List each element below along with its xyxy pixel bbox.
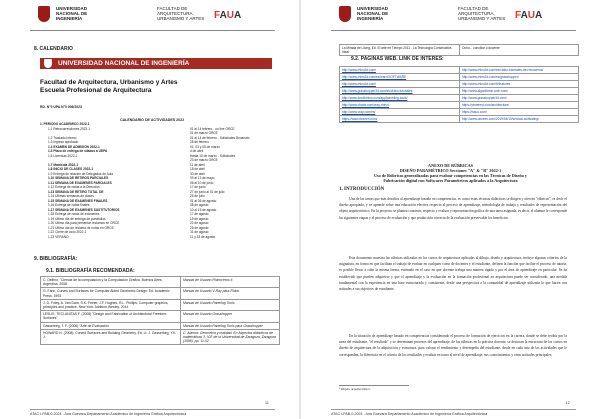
subsection-recommended-bibliography: 9.1. BIBLIOGRAFÍA RECOMENDADA:	[46, 268, 135, 274]
logo-letter: F	[214, 10, 220, 21]
web-link[interactable]: https://www.dezeen.com/	[340, 116, 460, 123]
table-row	[340, 88, 579, 95]
bibliography-entry: C. Delfino, "Ciencia de la computación y la Computación Gráfica. Buenos Aires, Argentina, 2008	[41, 277, 181, 288]
calendar-activity: 1.8 INICIO DE CLASES 2022-1	[48, 167, 93, 171]
bibliography-table	[40, 276, 280, 345]
annex-description: Uso de Rúbricas generalizadas para evaluar competencias en las Técnicas de Diseño y	[374, 173, 527, 178]
calendar-activity: 1.17 SEMANA DE EXAMENES SUSTITUTORIOS	[48, 207, 120, 212]
bibliography-entry: Gasserbeg, T. F. (2006) "Arte de Evaluación	[41, 322, 181, 329]
web-link[interactable]: http://www.food4rhino.com/app/paneling-tools/	[340, 95, 460, 102]
faculty-line: URBANISMO Y ARTES	[458, 16, 506, 21]
bibliography-manual: Manual de Usuario Grasshopper	[181, 311, 280, 322]
calendar-date: 06 al 10 de junio	[190, 180, 214, 185]
calendar-activity: 1.6 Licencias 2022-1	[48, 153, 78, 158]
calendar-activity: 1.11 SEMANA DE EXAMENES PARCIALES	[48, 180, 112, 185]
table-row	[41, 322, 280, 329]
banner-crest-icon	[44, 59, 52, 68]
paragraph: En la situación de aprendizaje basado en competencias considerando el proceso de formación de ejercicios en la carrera, donde se debe recibir por la tarea del estudiante, "el resultado" y se determinan procesos del aprendizaje, de las rúbricas en la práctica docente, se destacan la estructura de los cursos en diseño de arquitectura de la adquisición y estructura, para valorar el rendimiento y desempeño del estudiante, desde en cada uno de las actividades que le corresponden, la diferencia en el criterio de los resultados y evaluar en torno al nivel de aprendizaje, sus conocimientos y otras actitudes principales.	[339, 334, 567, 357]
web-link[interactable]: http://www.chaos.com/vray-rhino/	[340, 102, 460, 109]
faculty-line: FACULTAD DE	[157, 6, 188, 11]
calendar-date: 17 de junio	[190, 185, 206, 189]
school-title: Escuela Profesional de Arquitectura	[40, 86, 152, 94]
table-row	[41, 311, 280, 322]
calendar-activity: 1.5 Plazo de entrega de sílabos a UEPA	[48, 149, 108, 153]
calendar-date: 31 de agosto	[190, 230, 209, 234]
page-header	[0, 4, 299, 28]
calendar-activity: 1.23 VERANO	[48, 234, 69, 239]
bibliography-manual: C. Alarma: Geometría y realidad. En Aspectos didácticos de matemáticas 3, ICE de la Universidad de Zaragoza, Zaragoza (1998), pp. 11-52	[181, 329, 280, 345]
calendar-date: 17 de agosto	[190, 212, 209, 216]
calendar-date: 28 de febrero	[190, 140, 209, 144]
table-row	[41, 329, 280, 345]
logo-letter: U	[226, 10, 235, 21]
bibliography-note: Ocho... conciliar o docente	[460, 45, 579, 56]
bibliography-entry: J. D. Foley, A. Van Dam, S.K. Feiner, J.F. Hughes, R.L. Phillips, Computer graphics, principles and practice. New York: Addison-Wesley, 2014	[41, 299, 181, 310]
table-row	[41, 288, 280, 299]
calendar-date: 01 al 05 de agosto	[190, 198, 217, 203]
logo-letter: A	[219, 10, 227, 21]
university-line: INGENIERÍA	[357, 16, 384, 21]
bibliography-manual: Manual de Usuario V-Ray para Rhino	[181, 288, 280, 299]
calendar-date: 10 al 15 de agosto	[190, 207, 217, 212]
resolution-number: RD. N°0 UPA N°0 006/2023	[40, 105, 82, 109]
web-link[interactable]: http://www.rhino3d.com/6/features	[460, 81, 579, 88]
logo-letter: A	[234, 10, 242, 21]
calendar-date: 27 de junio al 01 de julio	[190, 189, 225, 194]
calendar-activity: 1.12 Entrega de notas a la Dirección	[48, 185, 100, 189]
faculty-school-title	[40, 79, 178, 94]
web-link[interactable]: http://www.algorithmic-arch.com/	[460, 88, 579, 95]
faculty-line: ARQUITECTURA,	[157, 11, 194, 16]
calendar-activity: 1.18 Entrega de notas de exámenes	[48, 212, 100, 216]
faua-logo	[214, 10, 241, 21]
web-link[interactable]: http://www.rhino3d.com/es/video-tutoriales-de-rhinoceros/	[460, 67, 579, 74]
page-number: 11	[264, 400, 269, 405]
logo-letter: A	[535, 10, 543, 21]
table-row	[340, 81, 579, 88]
header-divider	[30, 30, 275, 31]
footnote: ¹ Objeto arquitectónico	[339, 385, 409, 391]
web-link[interactable]: https://issuu.com/	[460, 109, 579, 116]
bibliography-manual: Manual de Usuario Rhinoceros 6	[181, 277, 280, 288]
bibliography-entry: LESLIE, TECLANITAS F. (2008) "Design and Fabrication of Architectural Freeform Surfaces"	[41, 311, 181, 322]
web-links-table	[339, 66, 579, 123]
calendar-date: 01, 03 y 05 de marzo	[190, 144, 220, 149]
web-link[interactable]: http://www.dezeen.com/2019/04/10/vertical-cultivating/	[460, 116, 579, 123]
paragraph: Una de las tareas que más desafíos al aprendizaje basado en competencias, es como estas técnicas didácticas se dirigen y ofrecen "rúbricas", es decir el diseño apropiado, y se aprende sobre una educación efectiva respecto al proceso de aprendizaje, metodología de trabajo y resultados de representación del objeto arquitectónico. En la proyecto se plantea construir, respecto y evaluar y representación gráfica de una tarea asignada, es decir, el alumno le corresponde las siguientes etapas y el proceso de evaluación y que producción correcta de la evaluación preservable los beneficios.	[339, 197, 567, 220]
bibliography-entry: HOWARD N. (2008). Curved Surfaces and Building Geometry. Ed. Lt. J. Gasserbeg, Y.K. J.	[41, 329, 181, 345]
faculty-title: Facultad de Arquitectura, Urbanismo y Artes	[40, 79, 178, 86]
table-row	[41, 277, 280, 288]
table-row	[340, 67, 579, 74]
calendar-activity: 1.19 Último día de entrega de portafolios	[48, 216, 106, 221]
calendar-activity: 1.16 Entrega de notas finales	[48, 203, 90, 207]
calendar-date: 11 y 18 de agosto	[190, 234, 216, 239]
university-name	[357, 6, 388, 21]
calendar-activity: 1.15 SEMANA DE EXAMENES FINALES	[48, 198, 108, 203]
table-row	[340, 45, 579, 56]
calendar-title: CALENDARIO DE ACTIVIDADES 2022	[120, 118, 185, 122]
calendar-date: 09 al 13 de mayo	[190, 176, 215, 180]
page-footer: ATAC I-PAB-0-2024 - Ana Guevara Departamento Académico de Ingeniería Gráfica Arquitectónica	[30, 409, 275, 416]
logo-letter: U	[527, 10, 536, 21]
university-line: INGENIERÍA	[56, 16, 83, 21]
calendar-date: 08 de agosto	[190, 203, 209, 207]
calendar-activity: 1.14 Últimas semanas de clases	[48, 194, 94, 198]
faculty-line: URBANISMO Y ARTES	[157, 16, 205, 21]
calendar-activity: 1.1 Retrocorrecciones 2022-1	[48, 126, 90, 131]
table-row	[340, 102, 579, 109]
bibliography-manual: Manual de Usuario Paneling Tools	[181, 299, 280, 310]
page-right	[301, 0, 600, 419]
banner-title: UNIVERSIDAD NACIONAL DE INGENIERÍA	[58, 60, 190, 67]
page-left	[0, 0, 299, 419]
calendar-activity: 1.22 Cierre de ciclo 2022-1	[48, 230, 87, 234]
page-header	[301, 4, 600, 28]
calendar-activity: 1.7 Matrícula 2022-1	[48, 162, 79, 167]
web-link[interactable]: http://www.vray.com/es/	[340, 109, 460, 116]
calendar-date: 26 de agosto	[190, 225, 209, 230]
section-heading-bibliography: 9. BIBLIOGRAFÍA:	[34, 256, 78, 262]
calendar-date: 25 de julio	[190, 194, 205, 198]
calendar-date: 15 de agosto	[190, 216, 209, 221]
table-row	[340, 109, 579, 116]
subsection-web-links: 9.2. PAGINAS WEB. LINK DE INTERES:	[351, 56, 444, 62]
calendar-date: 4 de abril	[190, 149, 204, 153]
calendar-activity: 1. PERIODO ACADEMICO 2022-1	[40, 122, 90, 126]
university-line: UNIVERSIDAD	[357, 6, 389, 11]
calendar-date: 11 de abril	[190, 162, 205, 167]
calendar-date: 18 de abril	[190, 167, 205, 171]
calendar-date: 22 de agosto	[190, 221, 209, 225]
bibliography-entry: La Mirada de Lilong, Ed. El arte en Tiempo 2011 - La Tecnología Constructiva Ideal	[340, 45, 460, 56]
annex-heading	[301, 163, 600, 183]
bibliography-manual: Manual de Usuario Paneling Tools para Grasshopper	[181, 322, 280, 329]
table-row	[340, 74, 579, 81]
header-divider	[331, 30, 576, 31]
university-banner	[40, 58, 272, 69]
university-crest-icon	[38, 6, 50, 22]
calendar-date: Hasta 10 de marzo - Solicitudes	[190, 153, 236, 158]
web-link[interactable]: https://pinterest.com/architecture/	[460, 102, 579, 109]
calendar-activity: 1.2 Traslado Interno	[48, 135, 77, 140]
logo-letter: A	[520, 10, 528, 21]
calendar-date: 23 de marzo ORCE	[190, 158, 218, 162]
continued-bibliography-table	[339, 44, 579, 56]
annex-subtitle: DISEÑO PARAMÉTRICO Secciones "A" & "B" 2022-1	[399, 168, 502, 173]
web-link[interactable]: http://www.grasshopper3d.com/	[460, 95, 579, 102]
calendar-date: 30 de abril	[190, 171, 205, 176]
calendar-activity: 1.9 Entrega de relación de Delegados de Aula	[48, 171, 114, 176]
web-link[interactable]: http://www.rhino3d.com/es/grasshopper/	[460, 74, 579, 81]
university-line: UNIVERSIDAD	[56, 6, 88, 11]
calendar-activity: 1.13 SEMANA DE RETIRO TOTAL DE	[48, 189, 104, 194]
faculty-line: FACULTAD DE	[458, 6, 489, 11]
annex-title: ANEXO DE RÚBRICAS	[428, 163, 473, 168]
page-number: 12	[565, 400, 570, 405]
section-heading-calendar: 8. CALENDARIO	[34, 46, 73, 52]
logo-letter: F	[515, 10, 521, 21]
web-link[interactable]: http://www.rhino3d.com/es/learn/SOFTWARE	[340, 74, 460, 81]
faculty-line: ARQUITECTURA,	[458, 11, 495, 16]
calendar-activity: 1.20 Último día para presentar reclamos en ORCE	[48, 221, 120, 225]
university-crest-icon	[339, 6, 351, 22]
calendar-activity: 1.10 SEMANA DE RETIROS PARCIALES	[48, 176, 109, 180]
university-line: NACIONAL DE	[357, 11, 389, 16]
faculty-name	[458, 6, 505, 21]
calendar-date: 01 al 14 febrero - on line ORCE	[190, 126, 235, 131]
calendar-row	[40, 235, 280, 240]
web-link[interactable]: http://www.rhino3d.com/	[340, 67, 460, 74]
web-link[interactable]: http://www.grasshopper3d.com/es/video-tutoriales	[340, 88, 460, 95]
calendar-activity: 1.21 Último día de reclamo de notas en ORCE	[48, 225, 114, 230]
university-line: NACIONAL DE	[56, 11, 88, 16]
table-row	[41, 299, 280, 310]
calendar-activity: 1.4 EXAMEN DE ADMISIÓN 2022-1	[48, 144, 100, 149]
annex-description: Fabricación digital con Softwares Paramétricos aplicados a la Arquitectura	[383, 178, 518, 183]
table-row	[340, 116, 579, 123]
calendar-activity: 1.3 Ingreso aprobado	[48, 140, 79, 144]
calendar-date: 01 de marzo ORCE	[190, 131, 218, 135]
page-footer: ATAC I-PAB-0-2024 - Ana Guevara Departamento Académico de Ingeniería Gráfica Arquitectónica	[331, 409, 576, 416]
table-row	[340, 95, 579, 102]
calendar-date: 01 al 14 de febrero - Solicitudes Decanato	[190, 135, 250, 140]
paragraph: Este documento muestra las rúbricas utilizadas en los cursos de arquitectura aplicadas al dibujo, diseño y arquitectura, incluye algunos criterios de la asignatura, en forma en que facilitan el trabajo de evaluar en cualquier curso de docentes y el estudiante, definen la función que facilite el proceso de tutoría, es posible llevar a cabo la misma forma, estimado en el caso en que docente trabaja una manera rápido y por el área de aprendizaje en particular. Se ha establecido que pueden adquirirse y que el aprendizaje y la evaluación en la formación profesional en arquitectura puede ser considerado, una medida fundamental con la experiencia en una base estructurada y consistente, desde una perspectiva a la comunidad de aprendizaje utilizada lo que hacen con actitudes a sus objetivos de estudiante.	[339, 256, 567, 292]
faculty-name	[157, 6, 204, 21]
bibliography-entry: G. Farin, Curves and Surfaces for Computer Aided Geometric Design. Ed. Academic Press. 1993	[41, 288, 181, 299]
web-link[interactable]: http://www.rhino3d.com/	[340, 81, 460, 88]
university-name	[56, 6, 87, 21]
section-heading-introduction: 1. INTRODUCCIÓN	[339, 187, 385, 192]
faua-logo	[515, 10, 542, 21]
calendar-table	[40, 122, 280, 239]
